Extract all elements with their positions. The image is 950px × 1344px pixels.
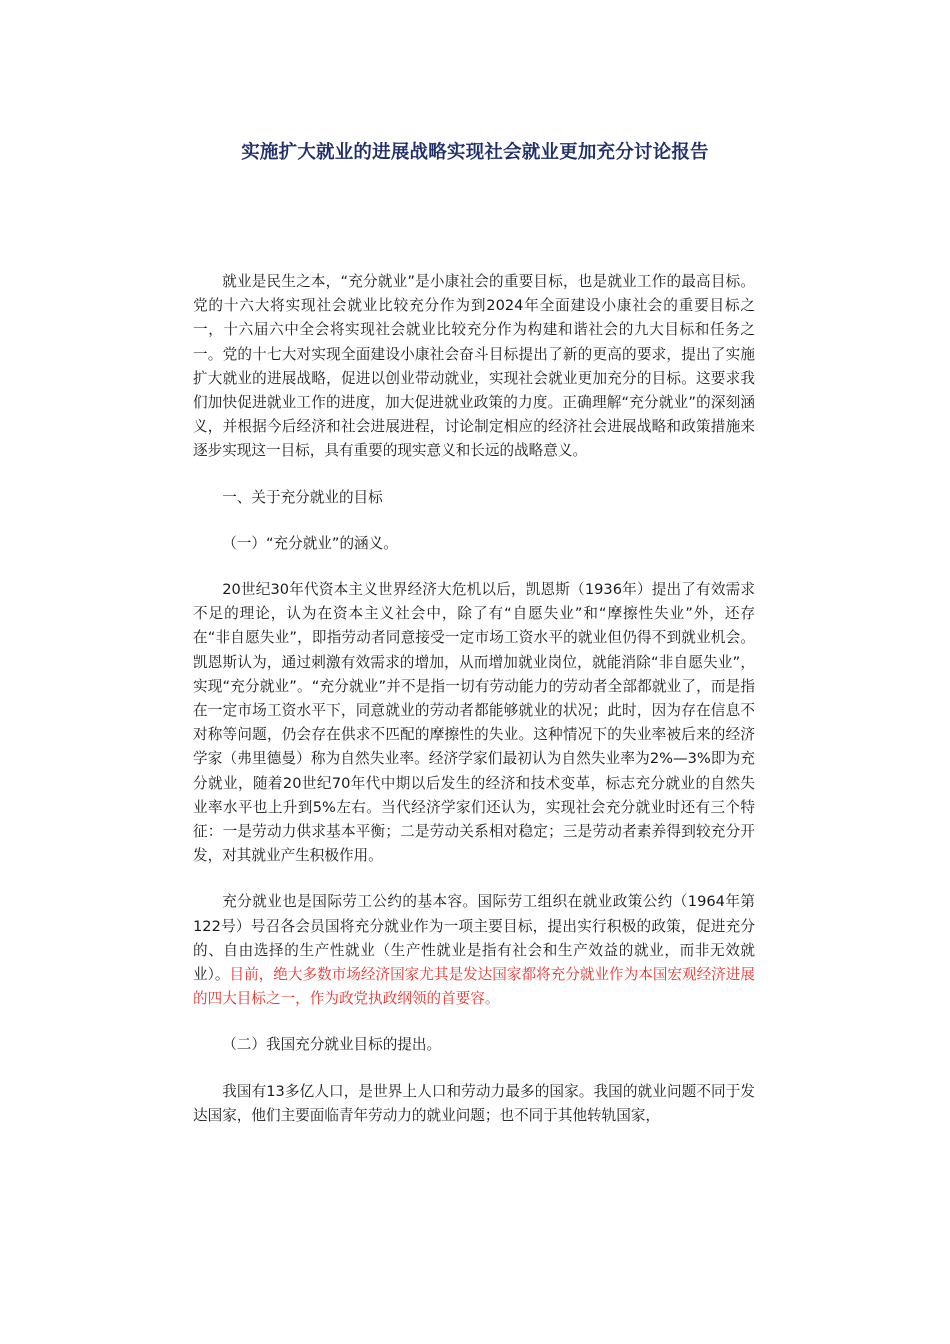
document-title: 实施扩大就业的进展战略实现社会就业更加充分讨论报告: [241, 142, 709, 163]
subsection-heading-1: （一）“充分就业”的涵义。: [222, 534, 398, 552]
ilo-highlight-text: 目前，绝大多数市场经济国家尤其是发达国家都将充分就业作为本国宏观经济进展的四大目标之一，作为政党执政纲领的首要容。: [193, 966, 755, 1008]
document-body: [193, 270, 755, 1150]
ilo-paragraph-text: 充分就业也是国际劳工公约的基本容。国际劳工组织在就业政策公约（1964年第122号）号召各会员国将充分就业作为一项主要目标，提出实行积极的政策，促进充分的、自由选择的生产性就业（生产性就业是指有社会和生产效益的就业，而非无效就业）。: [193, 893, 755, 984]
intro-paragraph: 就业是民生之本，“充分就业”是小康社会的重要目标，也是就业工作的最高目标。党的十六大将实现社会就业比较充分作为到2024年全面建设小康社会的重要目标之一，十六届六中全会将实现社会就业比较充分作为构建和谐社会的九大目标和任务之一。党的十七大对实现全面建设小康社会奋斗目标提出了新的更高的要求，提出了实施扩大就业的进展战略，促进以创业带动就业，实现社会就业更加充分的目标。这要求我们加快促进就业工作的进度，加大促进就业政策的力度。正确理解“充分就业”的深刻涵义，并根据今后经济和社会进展进程，讨论制定相应的经济社会进展战略和政策措施来逐步实现这一目标，具有重要的现实意义和长远的战略意义。: [193, 273, 755, 460]
section-heading-1: 一、关于充分就业的目标: [222, 488, 383, 506]
keynes-paragraph: 20世纪30年代资本主义世界经济大危机以后，凯恩斯（1936年）提出了有效需求不足的理论，认为在资本主义社会中，除了有“自愿失业”和“摩擦性失业”外，还存在“非自愿失业”，即指劳动者同意接受一定市场工资水平的就业但仍得不到就业机会。凯恩斯认为，通过刺激有效需求的增加，从而增加就业岗位，就能消除“非自愿失业”，实现“充分就业”。“充分就业”并不是指一切有劳动能力的劳动者全部都就业了，而是指在一定市场工资水平下，同意就业的劳动者都能够就业的状况；此时，因为存在信息不对称等问题，仍会存在供求不匹配的摩擦性的失业。这种情况下的失业率被后来的经济学家（弗里德曼）称为自然失业率。经济学家们最初认为自然失业率为2%—3%即为充分就业，随着20世纪70年代中期以后发生的经济和技术变革，标志充分就业的自然失业率水平也上升到5%左右。当代经济学家们还认为，实现社会充分就业时还有三个特征：一是劳动力供求基本平衡；二是劳动关系相对稳定；三是劳动者素养得到较充分开发，对其就业产生积极作用。: [193, 581, 755, 865]
subsection-heading-2: （二）我国充分就业目标的提出。: [222, 1036, 442, 1054]
ilo-paragraph: [193, 890, 755, 1011]
china-paragraph: 我国有13多亿人口，是世界上人口和劳动力最多的国家。我国的就业问题不同于发达国家，他们主要面临青年劳动力的就业问题；也不同于其他转轨国家，: [193, 1082, 755, 1124]
